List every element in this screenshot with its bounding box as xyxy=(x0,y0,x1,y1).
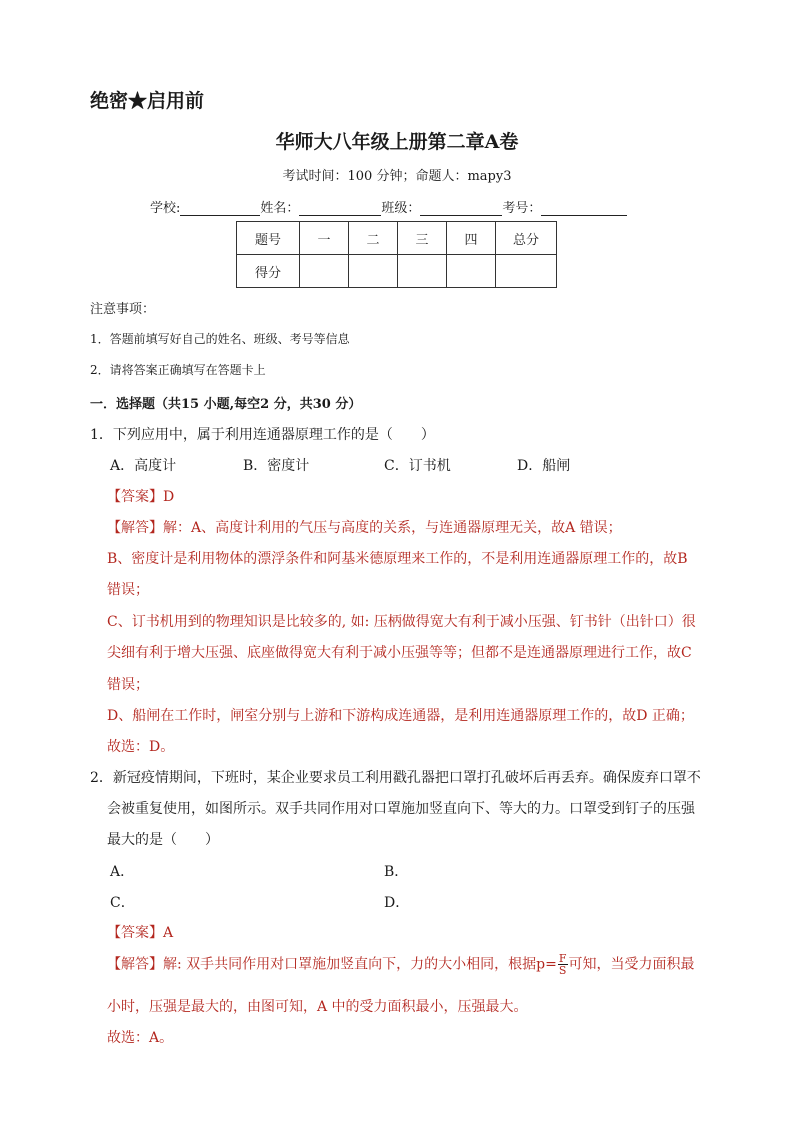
score-cell[interactable] xyxy=(447,255,496,288)
q1-analysis-line: D、船闸在工作时，闸室分别与上游和下游构成连通器，是利用连通器原理工作的，故D 正确； xyxy=(107,708,694,724)
answer-value: D xyxy=(163,489,175,505)
note-item: 2．请将答案正确填写在答题卡上 xyxy=(90,363,266,377)
answer-label: 【答案】 xyxy=(107,925,163,941)
q2-stem-line: 会被重复使用，如图所示。双手共同作用对口罩施加竖直向下、等大的力。口罩受到钉子的压强 xyxy=(107,801,695,817)
q2-stem-line: 2．新冠疫情期间，下班时，某企业要求员工利用戳孔器把口罩打孔破坏后再丢弃。确保废弃口罩不 xyxy=(90,770,701,786)
q2-stem-line: 最大的是（ ） xyxy=(107,832,219,848)
notes-title: 注意事项： xyxy=(90,302,156,317)
formula-denominator: S xyxy=(558,964,567,977)
student-info-fields xyxy=(150,197,627,216)
q1-analysis-line: 尖细有利于增大压强、底座做得宽大有利于减小压强等等；但都不是连通器原理进行工作，故C xyxy=(107,645,692,661)
formula-lhs: p= xyxy=(536,956,557,973)
score-header-cell: 四 xyxy=(447,222,496,255)
score-cell[interactable] xyxy=(496,255,557,288)
school-label: 学校: xyxy=(150,201,181,216)
score-cell[interactable] xyxy=(398,255,447,288)
class-label: 班级： xyxy=(381,201,421,216)
score-cell[interactable] xyxy=(349,255,398,288)
score-header-cell: 题号 xyxy=(237,222,300,255)
analysis-text: 解：A、高度计利用的气压与高度的关系，与连通器原理无关，故A 错误； xyxy=(163,520,622,536)
section-title: 一．选择题（共15 小题,每空2 分，共30 分） xyxy=(90,397,362,412)
q1-option-d[interactable]: D．船闸 xyxy=(517,458,571,474)
score-row-label: 得分 xyxy=(237,255,300,288)
q1-option-b[interactable]: B．密度计 xyxy=(243,458,310,474)
q2-option-a[interactable]: A． xyxy=(110,864,135,880)
name-label: 姓名： xyxy=(260,201,300,216)
q2-option-b[interactable]: B． xyxy=(384,864,409,880)
score-header-cell: 一 xyxy=(300,222,349,255)
score-cell[interactable] xyxy=(300,255,349,288)
q1-analysis-line xyxy=(107,517,622,537)
answer-label: 【答案】 xyxy=(107,489,163,505)
score-header-cell: 三 xyxy=(398,222,447,255)
pressure-formula-fraction xyxy=(558,953,568,976)
confidential-mark: 绝密★启用前 xyxy=(90,90,205,112)
analysis-text: 解: 双手共同作用对口罩施加竖直向下，力的大小相同，根据 xyxy=(163,956,537,973)
school-blank[interactable] xyxy=(180,201,260,216)
note-item: 1．答题前填写好自己的姓名、班级、考号等信息 xyxy=(90,332,350,346)
score-header-cell: 总分 xyxy=(496,222,557,255)
q2-option-c[interactable]: C． xyxy=(110,895,135,911)
q1-stem: 1．下列应用中，属于利用连通器原理工作的是（ ） xyxy=(90,427,435,443)
q2-answer xyxy=(107,922,173,942)
class-blank[interactable] xyxy=(420,201,502,216)
q1-analysis-line: 错误； xyxy=(107,677,149,693)
formula-numerator: F xyxy=(558,952,567,965)
q2-analysis-line xyxy=(107,953,695,976)
score-table xyxy=(236,221,557,288)
name-blank[interactable] xyxy=(299,201,381,216)
q1-analysis-line: 错误； xyxy=(107,582,149,598)
analysis-text: 可知，当受力面积最 xyxy=(568,956,695,973)
exam-title: 华师大八年级上册第二章A卷 xyxy=(275,131,519,153)
q2-analysis-line: 小时，压强是最大的，由图可知，A 中的受力面积最小，压强最大。 xyxy=(107,999,528,1015)
exam-info: 考试时间：100 分钟；命题人：mapy3 xyxy=(282,169,512,184)
score-header-cell: 二 xyxy=(349,222,398,255)
analysis-label: 【解答】 xyxy=(107,520,163,536)
q1-option-a[interactable]: A．高度计 xyxy=(110,458,177,474)
q2-conclusion: 故选：A。 xyxy=(107,1030,174,1046)
q2-option-d[interactable]: D． xyxy=(384,895,410,911)
q1-answer xyxy=(107,486,174,506)
q1-analysis-line: B、密度计是利用物体的漂浮条件和阿基米德原理来工作的，不是利用连通器原理工作的，故B xyxy=(107,551,688,567)
number-label: 考号： xyxy=(502,201,542,216)
analysis-label: 【解答】 xyxy=(107,956,163,973)
q1-analysis-line: C、订书机用到的物理知识是比较多的, 如: 压柄做得宽大有利于减小压强、钉书针（出针口）很 xyxy=(107,614,696,630)
score-table-header-row xyxy=(237,222,557,255)
q1-option-c[interactable]: C．订书机 xyxy=(384,458,451,474)
score-table-score-row xyxy=(237,255,557,288)
number-blank[interactable] xyxy=(541,201,627,216)
q1-conclusion: 故选：D。 xyxy=(107,739,175,755)
answer-value: A xyxy=(163,925,174,941)
